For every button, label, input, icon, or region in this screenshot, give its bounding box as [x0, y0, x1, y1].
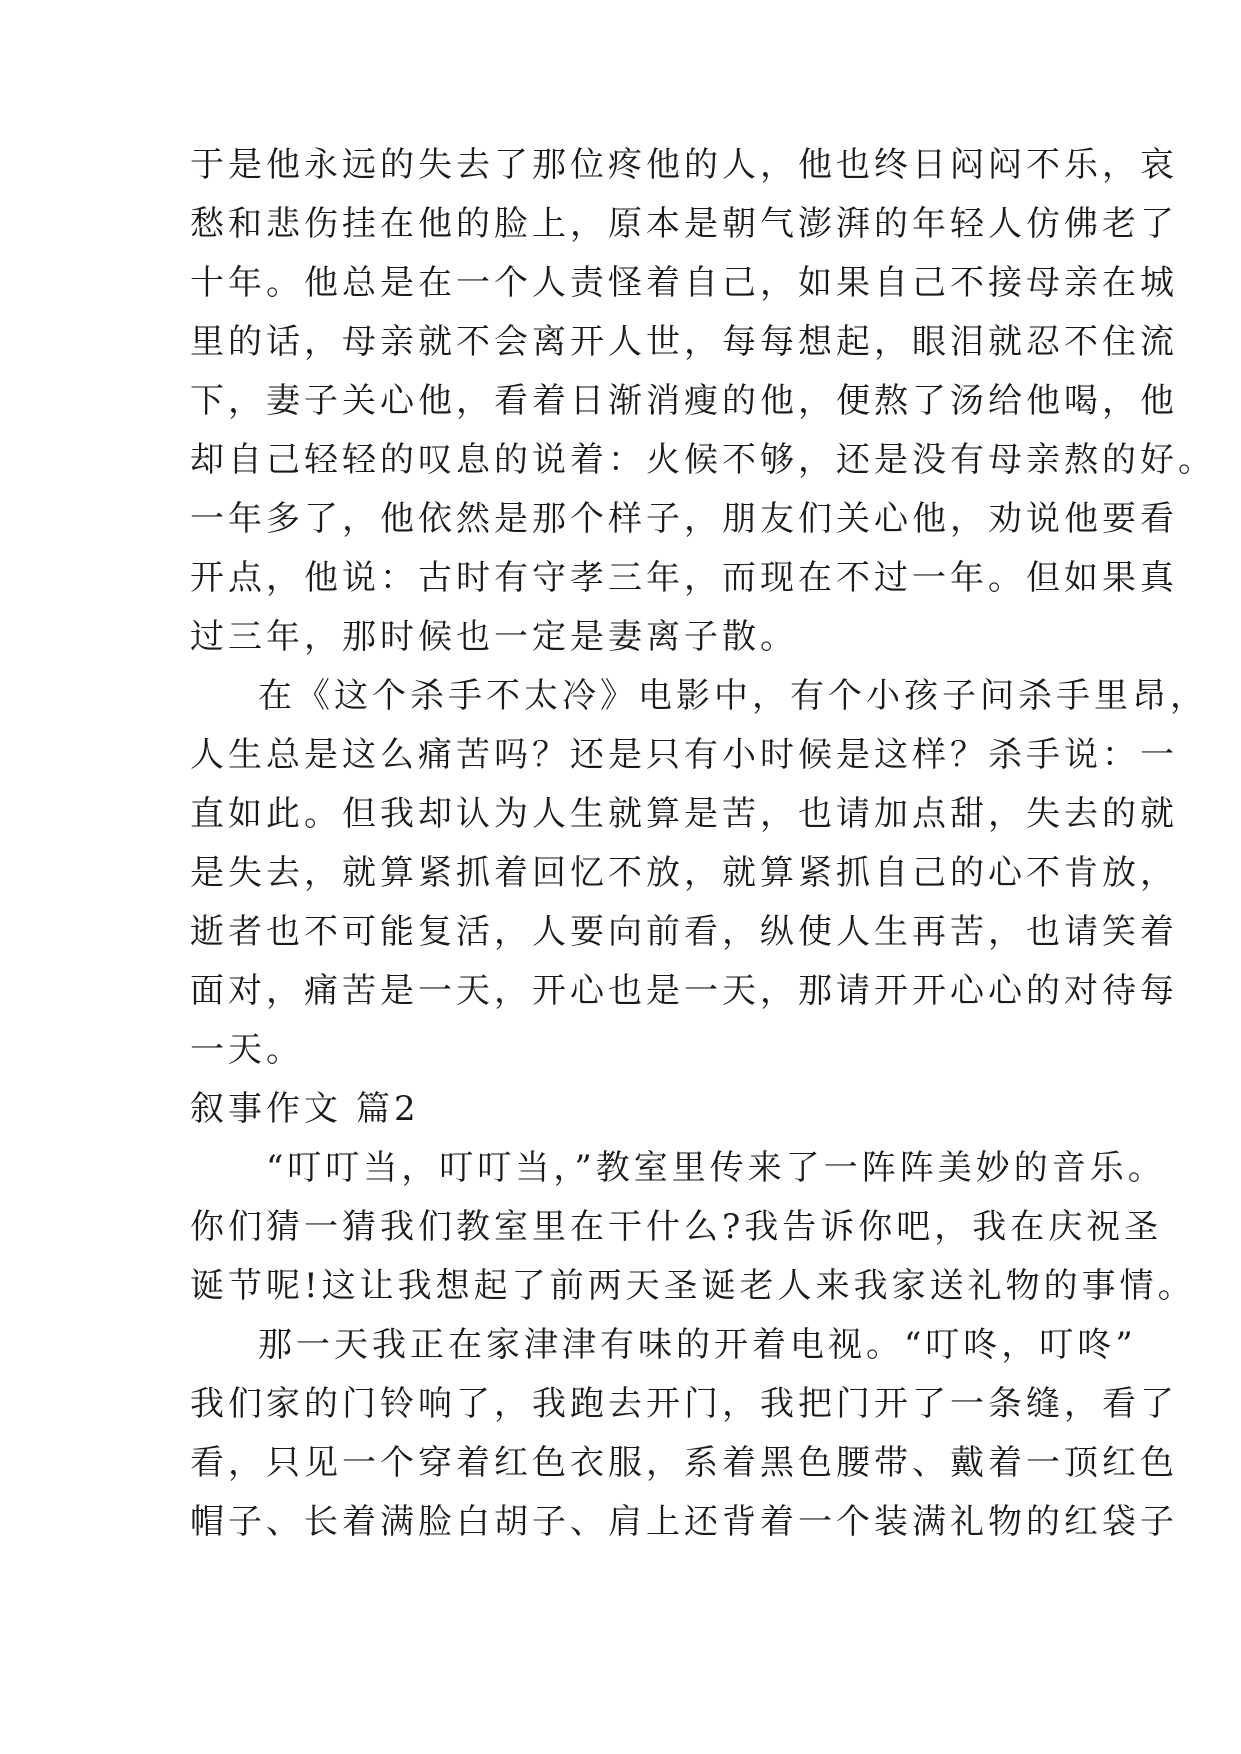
text-line: 一天。: [190, 1030, 304, 1070]
text-line: 我们家的门铃响了，我跑去开门，我把门开了一条缝，看了: [190, 1384, 1178, 1424]
text-line: 在《这个杀手不太冷》电影中，有个小孩子问杀手里昂，: [258, 676, 1208, 716]
text-line: 那一天我正在家津津有味的开着电视。“叮咚，叮咚”: [258, 1325, 1137, 1365]
document-body: [190, 136, 1216, 1552]
section-number: 篇2: [356, 1089, 420, 1129]
text-line: 面对，痛苦是一天，开心也是一天，那请开开心心的对待每: [190, 971, 1178, 1011]
text-line: 帽子、长着满脸白胡子、肩上还背着一个装满礼物的红袋子: [190, 1502, 1178, 1542]
text-line: 是失去，就算紧抓着回忆不放，就算紧抓自己的心不肯放，: [190, 853, 1178, 893]
text-line: 一年多了，他依然是那个样子，朋友们关心他，劝说他要看: [190, 499, 1178, 539]
paragraph-3: [190, 1139, 1196, 1316]
text-line: “叮叮当，叮叮当，”教室里传来了一阵阵美妙的音乐。: [266, 1148, 1166, 1188]
text-line: 逝者也不可能复活，人要向前看，纵使人生再苦，也请笑着: [190, 912, 1178, 952]
text-line: 人生总是这么痛苦吗？还是只有小时候是这样？杀手说：一: [190, 735, 1178, 775]
paragraph-4: [190, 1316, 1178, 1552]
text-line: 里的话，母亲就不会离开人世，每每想起，眼泪就忍不住流: [190, 322, 1178, 362]
text-line: 却自己轻轻的叹息的说着：火候不够，还是没有母亲熬的好。: [190, 440, 1216, 480]
text-line: 十年。他总是在一个人责怪着自己，如果自己不接母亲在城: [190, 263, 1178, 303]
text-line: 下，妻子关心他，看着日渐消瘦的他，便熬了汤给他喝，他: [190, 381, 1178, 421]
text-line: 看，只见一个穿着红色衣服，系着黑色腰带、戴着一顶红色: [190, 1443, 1178, 1483]
text-line: 愁和悲伤挂在他的脸上，原本是朝气澎湃的年轻人仿佛老了: [190, 204, 1178, 244]
paragraph-2: [190, 667, 1208, 1080]
text-line: 直如此。但我却认为人生就算是苦，也请加点甜，失去的就: [190, 794, 1178, 834]
text-line: 开点，他说：古时有守孝三年，而现在不过一年。但如果真: [190, 558, 1178, 598]
text-line: 过三年，那时候也一定是妻离子散。: [190, 617, 798, 657]
section-title: 叙事作文: [190, 1089, 342, 1129]
paragraph-1: [190, 136, 1216, 667]
text-line: 于是他永远的失去了那位疼他的人，他也终日闷闷不乐，哀: [190, 145, 1178, 185]
text-line: 你们猜一猜我们教室里在干什么?我告诉你吧，我在庆祝圣: [190, 1207, 1163, 1247]
section-heading: [190, 1080, 1070, 1139]
text-line: 诞节呢!这让我想起了前两天圣诞老人来我家送礼物的事情。: [190, 1266, 1196, 1306]
